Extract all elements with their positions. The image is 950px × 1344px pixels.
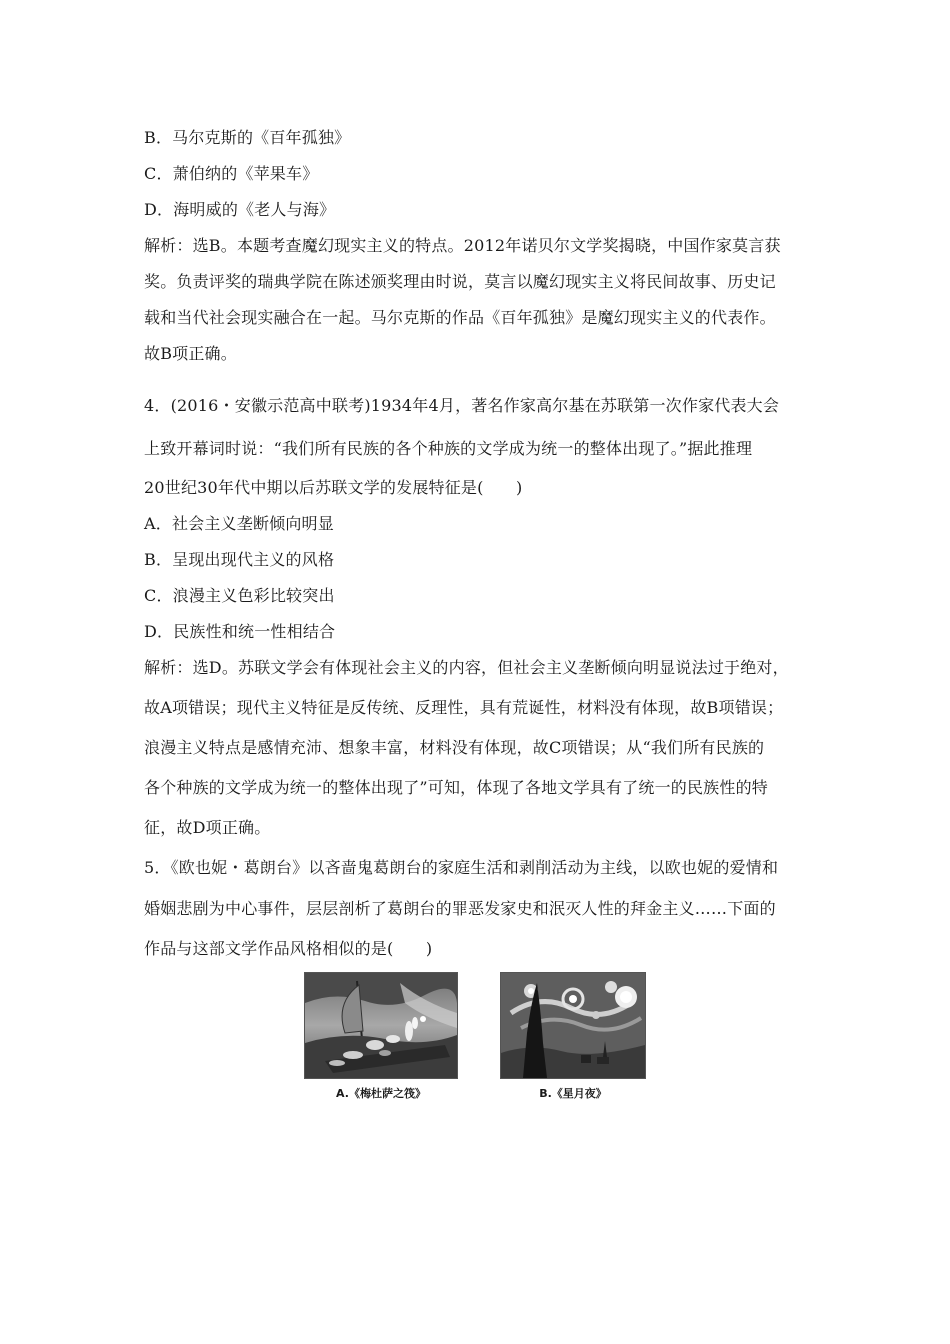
- q4-analysis-line: 故A项错误；现代主义特征是反传统、反理性，具有荒诞性，材料没有体现，故B项错误；: [144, 698, 784, 717]
- q5-stem-line: 作品与这部文学作品风格相似的是( ): [144, 939, 433, 958]
- q3-option-c: C．萧伯纳的《苹果车》: [144, 164, 319, 183]
- q4-analysis-line: 解析：选D。苏联文学会有体现社会主义的内容，但社会主义垄断倾向明显说法过于绝对，: [144, 658, 789, 677]
- q3-analysis-line: 故B项正确。: [144, 344, 237, 363]
- q4-option-b: B．呈现出现代主义的风格: [144, 550, 335, 569]
- q4-stem-line: 20世纪30年代中期以后苏联文学的发展特征是( ): [144, 478, 523, 497]
- starry-night-image: [500, 972, 646, 1079]
- q4-stem-line: 4．(2016・安徽示范高中联考)1934年4月，著名作家高尔基在苏联第一次作家代表大会: [144, 396, 780, 415]
- q3-analysis-line: 奖。负责评奖的瑞典学院在陈述颁奖理由时说，莫言以魔幻现实主义将民间故事、历史记: [144, 272, 776, 291]
- q4-option-d: D．民族性和统一性相结合: [144, 622, 336, 641]
- q3-option-d: D．海明威的《老人与海》: [144, 200, 336, 219]
- image-b-caption: B.《星月夜》: [539, 1087, 607, 1100]
- image-a-caption: A.《梅杜萨之筏》: [336, 1087, 426, 1100]
- q5-stem-line: 5．《欧也妮・葛朗台》以吝啬鬼葛朗台的家庭生活和剥削活动为主线，以欧也妮的爱情和: [144, 858, 779, 877]
- q4-stem-line: 上致开幕词时说：“我们所有民族的各个种族的文学成为统一的整体出现了。”据此推理: [144, 439, 753, 458]
- q4-analysis-line: 各个种族的文学成为统一的整体出现了”可知，体现了各地文学具有了统一的民族性的特: [144, 778, 768, 797]
- q4-option-c: C．浪漫主义色彩比较突出: [144, 586, 335, 605]
- q4-analysis-line: 浪漫主义特点是感情充沛、想象丰富，材料没有体现，故C项错误；从“我们所有民族的: [144, 738, 765, 757]
- q4-option-a: A．社会主义垄断倾向明显: [144, 514, 334, 533]
- q4-analysis-line: 征，故D项正确。: [144, 818, 271, 837]
- q3-option-b: B．马尔克斯的《百年孤独》: [144, 128, 351, 147]
- q3-analysis-line: 解析：选B。本题考查魔幻现实主义的特点。2012年诺贝尔文学奖揭晓，中国作家莫言获: [144, 236, 781, 255]
- q5-stem-line: 婚姻悲剧为中心事件，层层剖析了葛朗台的罪恶发家史和泯灭人性的拜金主义……下面的: [144, 899, 776, 918]
- q3-analysis-line: 载和当代社会现实融合在一起。马尔克斯的作品《百年孤独》是魔幻现实主义的代表作。: [144, 308, 776, 327]
- raft-of-medusa-image: [304, 972, 458, 1079]
